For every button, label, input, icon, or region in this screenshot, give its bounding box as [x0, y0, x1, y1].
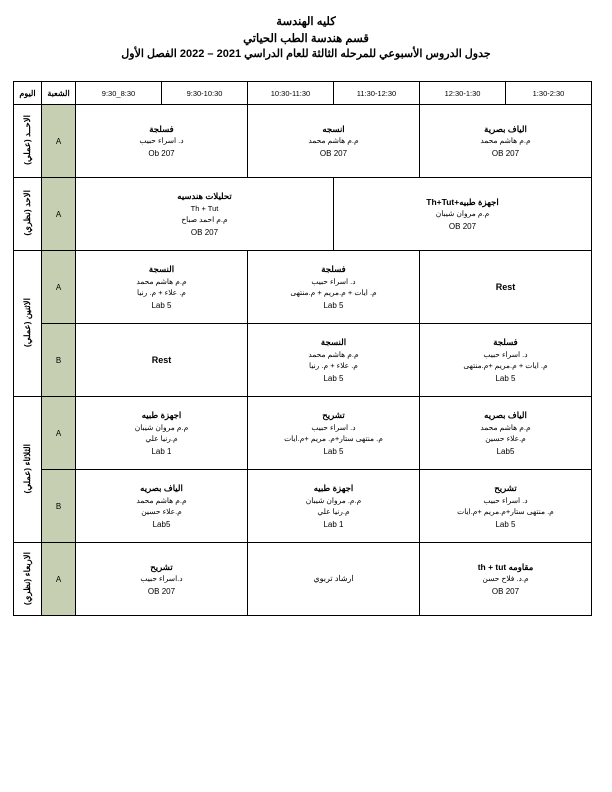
schedule-cell-class	[248, 105, 420, 178]
header-line-college: كليه الهندسة	[276, 16, 336, 28]
class-room: Lab 5	[323, 373, 344, 383]
day-label: الثلاثاء (عملي)	[22, 444, 33, 494]
class-title: النسجة	[320, 337, 347, 348]
section-cell: A	[42, 543, 76, 616]
class-room: Lab 5	[495, 373, 516, 383]
column-header-time-3: 10:30-11:30	[248, 82, 334, 105]
schedule-cell-class	[76, 105, 248, 178]
class-teacher-assistants: م.رنيا علي	[145, 433, 178, 443]
day-label: الاثنين (عملي)	[22, 298, 33, 348]
class-teacher-assistants: م. علاء + م. رنيا	[309, 360, 358, 370]
class-teacher: د. اسراء حبيب	[311, 422, 356, 432]
schedule-cell-rest: Rest	[76, 324, 248, 397]
class-teacher: م.م هاشم محمد	[480, 422, 531, 432]
schedule-cell-class	[76, 251, 248, 324]
column-header-time-0: 1:30-2:30	[506, 82, 592, 105]
schedule-cell-class	[420, 105, 592, 178]
class-room: Lab 5	[495, 519, 516, 529]
class-title: الياف بصريه	[140, 483, 183, 494]
schedule-cell-class	[420, 324, 592, 397]
class-title: تحليلات هندسيه	[177, 191, 232, 202]
schedule-cell-class	[248, 397, 420, 470]
schedule-cell-class	[420, 470, 592, 543]
class-title: الياف بصريه	[484, 410, 527, 421]
document-header	[18, 14, 594, 63]
class-room: OB 207	[147, 587, 176, 597]
class-title: مقاومه th + tut	[477, 561, 534, 572]
schedule-cell-note: ارشاد تربوي	[248, 543, 420, 616]
class-room: Lab 1	[151, 446, 172, 456]
header-line-department: قسم هندسة الطب الحياتي	[243, 32, 369, 45]
class-teacher: د. اسراء حبيب	[483, 349, 528, 359]
class-room: OB 207	[491, 587, 520, 597]
class-teacher-assistants: م. منتهى ستار+م. مريم +م.ايات	[284, 433, 383, 443]
schedule-cell-class	[76, 397, 248, 470]
class-room: OB 207	[190, 227, 219, 237]
section-cell: A	[42, 251, 76, 324]
weekly-schedule-table	[13, 81, 592, 616]
schedule-cell-class	[248, 324, 420, 397]
class-teacher: د. اسراء حبيب	[139, 136, 184, 146]
day-label: الاربعاء (نظري)	[22, 551, 33, 605]
class-teacher-assistants: م. ايات + م.مريم +م.منتهى	[463, 360, 548, 370]
class-teacher-assistants: م. ايات + م.مريم + م.منتهى	[290, 287, 377, 297]
table-row	[14, 324, 592, 397]
class-room: OB 207	[319, 149, 348, 159]
day-cell	[14, 178, 42, 251]
class-teacher: م.م. مروان شيبان	[305, 495, 362, 505]
table-row	[14, 178, 592, 251]
header-line-title: جدول الدروس الأسبوعي للمرحله الثالثة للعام الدراسي 2021 – 2022 الفصل الأول	[121, 48, 491, 61]
day-cell	[14, 251, 42, 397]
schedule-cell-class	[420, 397, 592, 470]
column-header-time-5: 8:30_9:30	[76, 82, 162, 105]
schedule-cell-class	[76, 470, 248, 543]
class-teacher: Th + Tut	[190, 203, 219, 213]
class-teacher-assistants: م.م احمد صباح	[181, 214, 228, 224]
class-teacher-assistants: م. علاء + م. رنيا	[137, 287, 186, 297]
column-header-section: الشعبة	[42, 82, 76, 105]
table-row	[14, 543, 592, 616]
schedule-cell-class	[248, 251, 420, 324]
table-row	[14, 251, 592, 324]
schedule-table-wrapper	[18, 81, 594, 616]
schedule-cell-rest: Rest	[420, 251, 592, 324]
class-room: OB 207	[448, 222, 477, 232]
class-room: Ob 207	[148, 149, 175, 159]
class-title: فسلجة	[493, 337, 518, 348]
class-teacher-assistants: م. منتهى ستار+م.مريم +م.ايات	[457, 506, 554, 516]
column-header-day: اليوم	[14, 82, 42, 105]
day-cell	[14, 397, 42, 543]
class-room: Lab5	[496, 446, 515, 456]
table-header-row	[14, 82, 592, 105]
class-title: فسلجة	[149, 123, 174, 134]
class-title: اجهزة طبيه+Th+Tut	[426, 196, 499, 207]
day-cell	[14, 543, 42, 616]
class-room: Lab 5	[323, 446, 344, 456]
class-teacher: م.د. فلاح حسن	[482, 574, 529, 584]
column-header-time-1: 12:30-1:30	[420, 82, 506, 105]
class-teacher: م.م هاشم محمد	[136, 276, 187, 286]
class-teacher: د.اسراء حبيب	[140, 574, 183, 584]
class-title: تشريح	[150, 561, 173, 572]
schedule-cell-class	[334, 178, 592, 251]
section-cell: B	[42, 324, 76, 397]
class-title: النسجة	[148, 264, 175, 275]
class-title: الياف بصرية	[484, 123, 527, 134]
schedule-cell-class	[76, 178, 334, 251]
class-teacher-assistants: م.رنيا علي	[317, 506, 350, 516]
class-room: OB 207	[491, 149, 520, 159]
class-title: تشريح	[494, 483, 517, 494]
section-cell: A	[42, 105, 76, 178]
schedule-cell-class	[420, 543, 592, 616]
class-teacher-assistants: م.علاء حسين	[485, 433, 526, 443]
table-row	[14, 397, 592, 470]
class-room: Lab 5	[323, 300, 344, 310]
class-teacher: م.م مروان شيبان	[435, 209, 490, 219]
class-title: فسلجة	[321, 264, 346, 275]
class-teacher-assistants: م.علاء حسين	[141, 506, 182, 516]
class-teacher: م.م هاشم محمد	[480, 136, 531, 146]
class-room: Lab 5	[151, 300, 172, 310]
table-row	[14, 105, 592, 178]
class-teacher: م.م هاشم محمد	[136, 495, 187, 505]
class-title: اجهزة طبيه	[141, 410, 182, 421]
table-row	[14, 470, 592, 543]
column-header-time-4: 9:30-10:30	[162, 82, 248, 105]
class-title: اجهزة طبيه	[313, 483, 354, 494]
class-teacher: م.م مروان شيبان	[134, 422, 189, 432]
class-teacher: م.م هاشم محمد	[308, 349, 359, 359]
section-cell: A	[42, 178, 76, 251]
class-title: انسجه	[322, 123, 345, 134]
schedule-cell-class	[76, 543, 248, 616]
class-room: Lab5	[152, 519, 171, 529]
class-teacher: م.م هاشم محمد	[308, 136, 359, 146]
section-cell: A	[42, 397, 76, 470]
section-cell: B	[42, 470, 76, 543]
schedule-cell-class	[248, 470, 420, 543]
day-cell	[14, 105, 42, 178]
class-title: تشريح	[322, 410, 345, 421]
class-room: Lab 1	[323, 519, 344, 529]
day-label: الاحــد (عملي)	[22, 115, 33, 166]
class-teacher: د. اسراء حبيب	[483, 495, 528, 505]
column-header-time-2: 11:30-12:30	[334, 82, 420, 105]
day-label: الاحد (نظري)	[22, 190, 33, 237]
class-teacher: د. اسراء حبيب	[311, 276, 356, 286]
